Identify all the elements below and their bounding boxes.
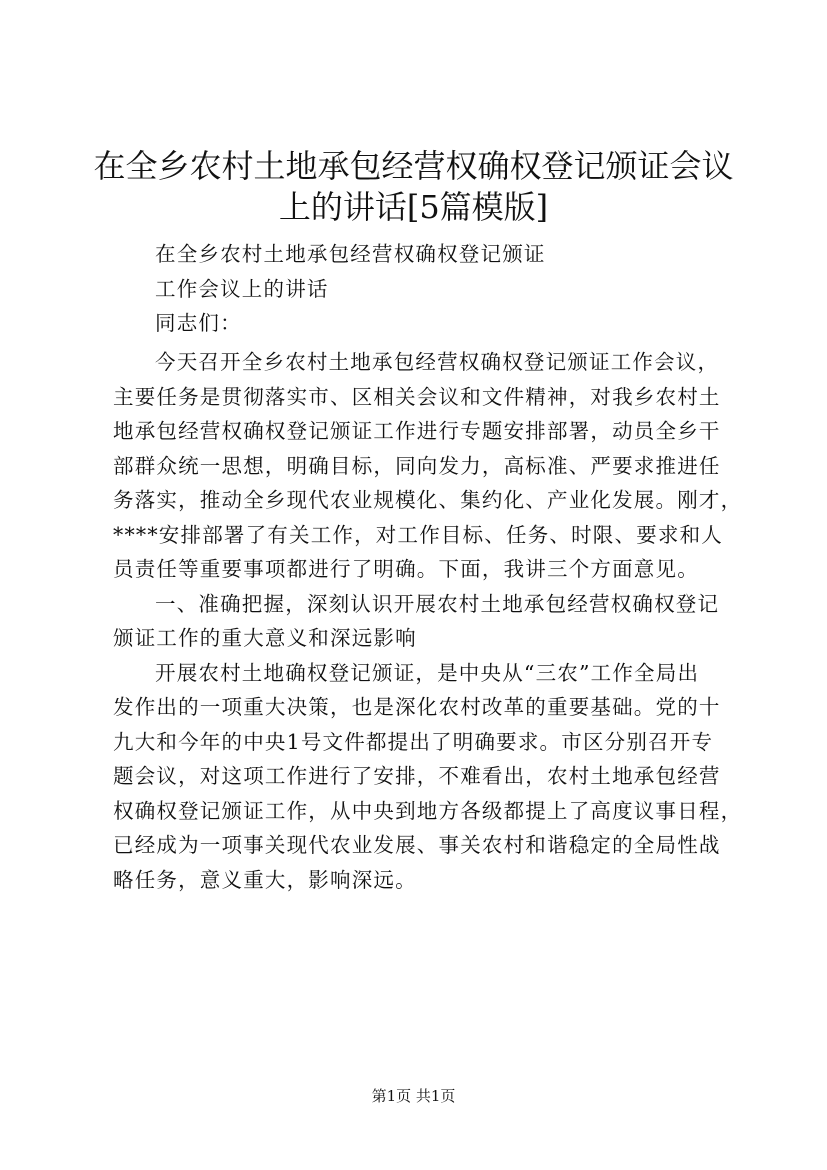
text-line: 今天召开全乡农村土地承包经营权确权登记颁证工作会议， [155, 350, 720, 374]
title-line: 在全乡农村土地承包经营权确权登记颁证会议 [93, 147, 734, 185]
text-line: 颁证工作的重大意义和深远影响 [113, 626, 417, 650]
text-line: 在全乡农村土地承包经营权确权登记颁证 [155, 242, 546, 266]
text-line: 略任务，意义重大，影响深远。 [113, 867, 417, 892]
document-title [90, 146, 737, 228]
text-line: 开展农村土地确权登记颁证，是中央从“三农”工作全局出 [155, 660, 700, 685]
document-body [113, 237, 743, 897]
text-line: 务落实，推动全乡现代农业规模化、集约化、产业化发展。刚才， [113, 488, 743, 512]
text-line: ****安排部署了有关工作，对工作目标、任务、时限、要求和人 [113, 522, 723, 547]
text-line: 已经成为一项事关现代农业发展、事关农村和谐稳定的全局性战 [113, 833, 721, 857]
text-line: 一、准确把握，深刻认识开展农村土地承包经营权确权登记 [155, 591, 720, 616]
text-line: 部群众统一思想，明确目标，同向发力，高标准、严要求推进任 [113, 453, 721, 478]
text-line: 题会议，对这项工作进行了安排，不难看出，农村土地承包经营 [113, 764, 721, 788]
text-line: 地承包经营权确权登记颁证工作进行专题安排部署，动员全乡干 [113, 419, 721, 443]
text-line: 工作会议上的讲话 [155, 276, 329, 301]
text-line: 同志们： [155, 311, 242, 335]
text-line: 九大和今年的中央1号文件都提出了明确要求。市区分别召开专 [113, 729, 714, 754]
title-line: 上的讲话[5篇模版] [278, 188, 549, 226]
text-line: 员责任等重要事项都进行了明确。下面，我讲三个方面意见。 [113, 557, 699, 581]
text-line: 发作出的一项重大决策，也是深化农村改革的重要基础。党的十 [113, 695, 721, 719]
page-footer: 第1页 共1页 [371, 1087, 456, 1105]
text-line: 权确权登记颁证工作，从中央到地方各级都提上了高度议事日程， [113, 798, 743, 823]
text-line: 主要任务是贯彻落实市、区相关会议和文件精神，对我乡农村土 [113, 384, 721, 409]
